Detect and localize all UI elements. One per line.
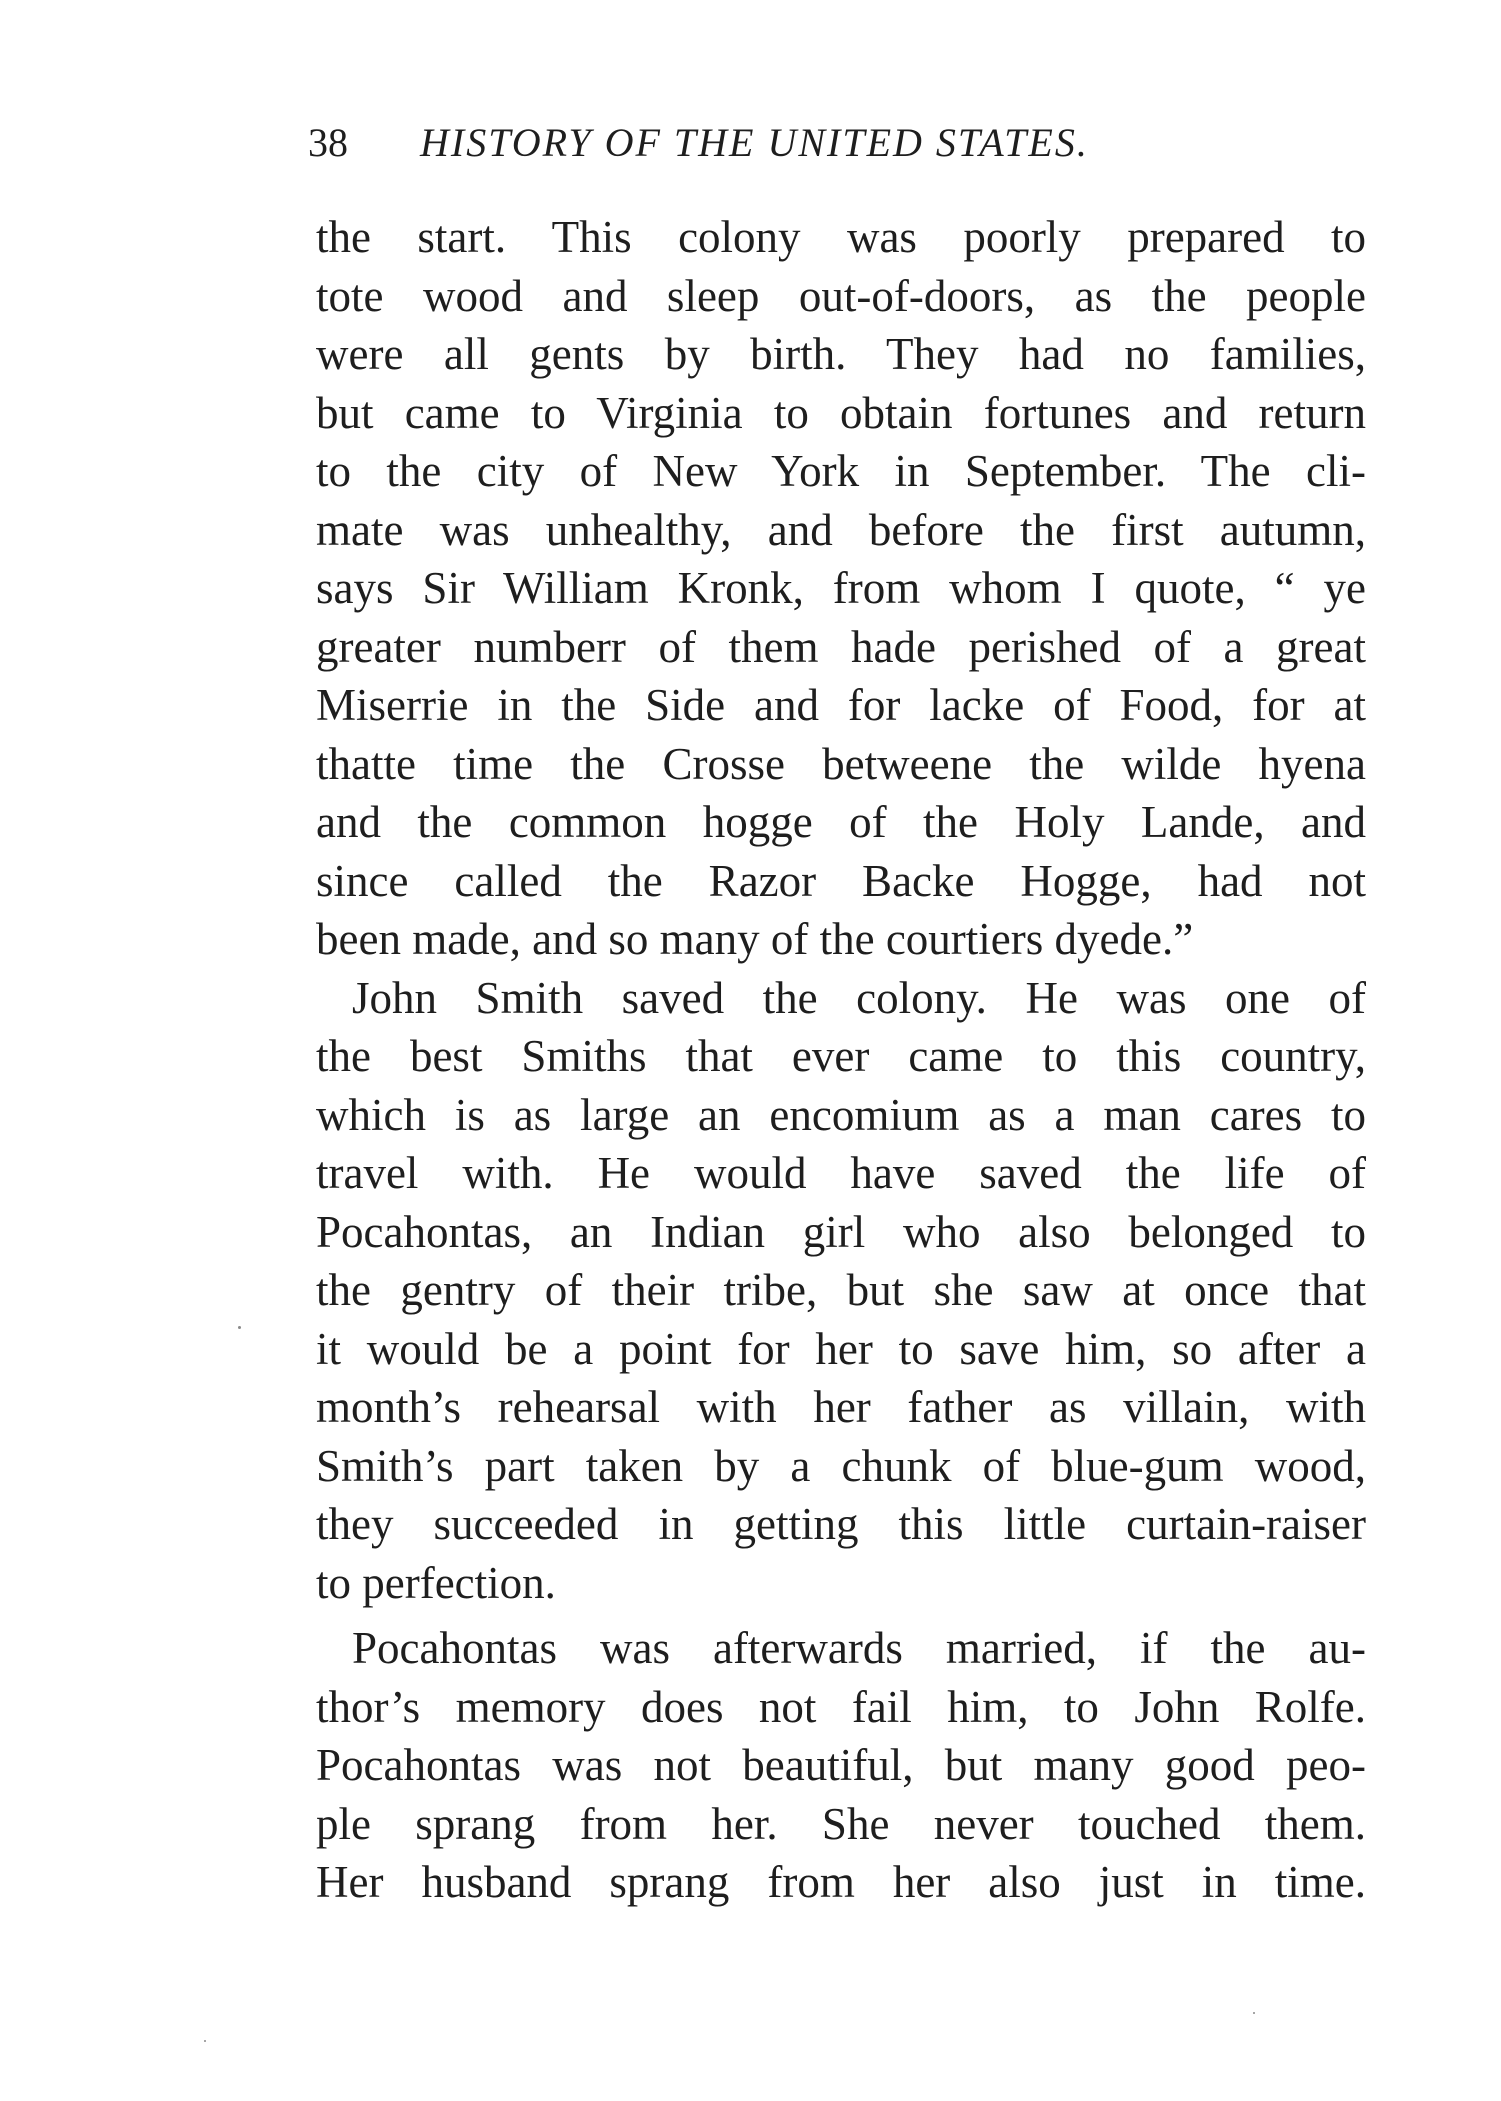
text-line: which is as large an encomium as a man cares to (316, 1089, 1366, 1140)
page-number: 38 (308, 120, 348, 165)
text-line: to perfection. (316, 1557, 556, 1608)
paragraph-1 (316, 208, 1366, 969)
text-line: thatte time the Crosse betweene the wilde hyena (316, 738, 1366, 789)
paragraph-3 (316, 1619, 1366, 1912)
text-line: travel with. He would have saved the life of (316, 1148, 1366, 1198)
text-line: John Smith saved the colony. He was one of (352, 972, 1366, 1023)
running-head (308, 118, 1368, 168)
text-line: the best Smiths that ever came to this country, (316, 1031, 1366, 1081)
text-line: Her husband sprang from her also just in time. (316, 1857, 1366, 1907)
text-line: the start. This colony was poorly prepared to (316, 212, 1366, 262)
text-line: mate was unhealthy, and before the first autumn, (316, 504, 1366, 555)
text-line: Pocahontas was not beautiful, but many good peo- (316, 1740, 1366, 1790)
text-line: Smith’s part taken by a chunk of blue-gum wood, (316, 1440, 1366, 1491)
paragraph-gap (316, 1612, 1366, 1619)
text-line: they succeeded in getting this little curtain-raiser (316, 1499, 1366, 1549)
text-line: but came to Virginia to obtain fortunes and return (316, 387, 1366, 438)
text-line: since called the Razor Backe Hogge, had not (316, 855, 1366, 906)
paper-speck (1253, 2012, 1255, 2014)
text-line: ple sprang from her. She never touched them. (316, 1798, 1366, 1849)
text-line: the gentry of their tribe, but she saw at once that (316, 1265, 1366, 1315)
text-line: Miserrie in the Side and for lacke of Food, for at (316, 680, 1366, 730)
paragraph-2 (316, 969, 1366, 1613)
book-title: HISTORY OF THE UNITED STATES. (420, 120, 1089, 165)
text-line: to the city of New York in September. The cli- (316, 446, 1366, 496)
text-line: Pocahontas, an Indian girl who also belonged to (316, 1206, 1366, 1257)
text-line: Pocahontas was afterwards married, if the au- (352, 1623, 1366, 1673)
text-line: were all gents by birth. They had no families, (316, 329, 1366, 379)
text-line: month’s rehearsal with her father as villain, with (316, 1382, 1366, 1432)
text-line: tote wood and sleep out-of-doors, as the people (316, 270, 1366, 321)
text-line: and the common hogge of the Holy Lande, and (316, 797, 1366, 847)
paper-speck (204, 2040, 206, 2042)
body-text (316, 208, 1366, 1912)
text-line: been made, and so many of the courtiers dyede.” (316, 914, 1194, 964)
text-line: thor’s memory does not fail him, to John Rolfe. (316, 1681, 1366, 1732)
paper-speck (238, 1326, 241, 1329)
text-line: it would be a point for her to save him, so after a (316, 1323, 1366, 1374)
text-line: says Sir William Kronk, from whom I quote, “ ye (316, 563, 1366, 613)
text-line: greater numberr of them hade perished of a great (316, 621, 1366, 672)
